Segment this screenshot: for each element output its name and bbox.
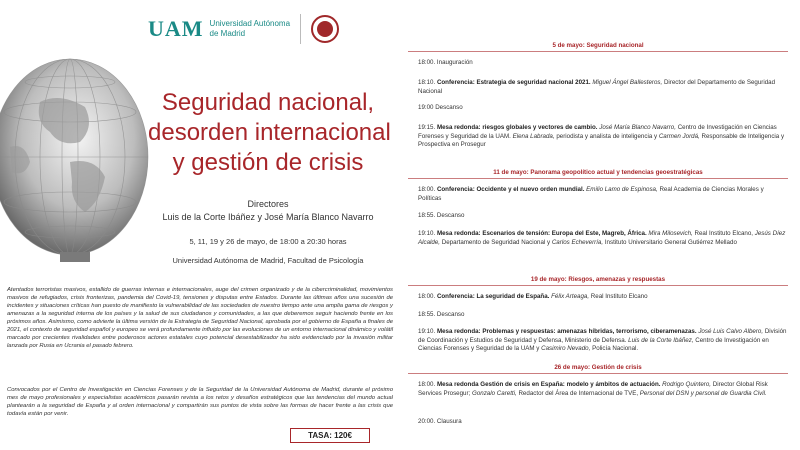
uam-name xyxy=(210,19,291,39)
event-venue: Universidad Autónoma de Madrid, Facultad de Psicología xyxy=(172,256,364,265)
day1-item-2: 18:10. Conferencia: Estrategia de seguridad nacional 2021. Miguel Ángel Ballesteros, Director del Departamento de Seguridad Nacional xyxy=(418,79,776,95)
day2-item-3: 19:10. Mesa redonda: Escenarios de tensión: Europa del Este, Magreb, África. Mira Milosevich, Real Instituto Elcano, Jesús Díez Alcalde, Departamento de Seguridad Nacional y Carlos Echeverría, Instituto Universitario General Gutiérrez Mellado xyxy=(418,230,786,246)
program-column xyxy=(408,0,800,450)
day-heading-4 xyxy=(408,364,788,374)
day4-title: 26 de mayo: Gestión de crisis xyxy=(554,364,642,371)
title-line3: y gestión de crisis xyxy=(172,149,364,176)
institute-seal-icon xyxy=(311,15,339,43)
day2-item-1: 18:00. Conferencia: Occidente y el nuevo orden mundial. Emilio Lamo de Espinosa, Real Academia de Ciencias Morales y Políticas xyxy=(418,186,764,202)
fee-box: TASA: 120€ xyxy=(290,428,370,443)
uam-name-line1: Universidad Autónoma xyxy=(209,19,291,28)
intro-paragraph: Atentados terroristas masivos, estallido de guerras internas e internacionales, auge del crimen organizado y de la cibercriminalidad, movimientos masivos de refugiados, crisis fronterizas, pandemia del Covid-19, tensiones y disputas entre Estados. Durante las últimas años una sucesión de incidentes y situaciones críticas han puesto de manifiesto la vulnerabilidad de las sociedades de nuestro tiempo ante una amplia gama de riesgos y amenazas a la seguridad interna de los países y la salud de sus ciudadanos y comunidades, a las que deberemos seguir haciendo frente en los próximos años. Asimismo, como advierte la última versión de la Estrategia de Seguridad Nacional, aprobada por el gobierno de España a finales de 2021, el contexto de seguridad español y europeo se verá profundamente influido por las evoluciones de un entorno internacional dinámico y volátil marcado por crecientes rivalidades entre poderosos actores estatales cuyo potencial desestabilizador ha sido evidenciado por la invasión militar lanzada por Rusia en Ucrania el pasado febrero. xyxy=(7,287,393,349)
day-heading-3 xyxy=(408,276,788,286)
event-title xyxy=(148,88,391,178)
uam-name-line2: de Madrid xyxy=(209,29,246,38)
day4-rule xyxy=(408,373,788,374)
uam-logo: UAM xyxy=(148,16,204,41)
day1-item-3: 19:00 Descanso xyxy=(418,104,463,111)
directors-names: Luis de la Corte Ibáñez y José María Blanco Navarro xyxy=(162,212,374,222)
day4-item-1: 18:00. Mesa redonda Gestión de crisis en España: modelo y ámbitos de actuación. Rodrigo Quintero, Director Global Risk Services Prosegur; Gonzalo Caretti, Redactor del Área de Internacional de TVE, Personal del DSN y personal de Guardia Civil. xyxy=(418,381,768,397)
event-dates: 5, 11, 19 y 26 de mayo, de 18:00 a 20:30 horas xyxy=(189,237,347,246)
day1-title: 5 de mayo: Seguridad nacional xyxy=(552,42,644,49)
title-line1: Seguridad nacional, xyxy=(161,89,375,116)
day2-item-2: 18:55. Descanso xyxy=(418,212,465,219)
directors-label: Directores xyxy=(247,199,289,209)
day4-item-2: 20:00. Clausura xyxy=(418,418,462,425)
convocation-paragraph: Convocados por el Centro de Investigación en Ciencias Forenses y de la Seguridad de la Universidad Autónoma de Madrid, durante el próximo mes de mayo profesionales y especialistas académicos pasarán revista a los retos y desafíos estratégicos que las tendencias del mundo actual plantearán a la seguridad de España y al orden internacional y compartirán sus puntos de vista sobre las formas de hacer frente a las crisis que todavía están por venir. xyxy=(7,387,393,417)
day3-rule xyxy=(408,285,788,286)
day2-rule xyxy=(408,178,788,179)
title-line2: desorden internacional xyxy=(148,119,391,146)
day-heading-2 xyxy=(408,169,788,179)
day-heading-1 xyxy=(408,42,788,52)
day3-item-2: 18:55. Descanso xyxy=(418,311,465,318)
day3-title: 19 de mayo: Riesgos, amenazas y respuestas xyxy=(530,276,666,283)
day1-rule xyxy=(408,51,788,52)
logo-bar xyxy=(148,12,339,46)
globe-image xyxy=(0,52,160,262)
day3-item-3: 19:10. Mesa redonda: Problemas y respuestas: amenazas híbridas, terrorismo, ciberamenazas. José Luis Calvo Albero, División de Coordinación y Estudios de Seguridad y Defensa, Ministerio de Defensa. Luis de la Corte Ibáñez, Centro de Investigación en Ciencias Forenses y Seguridad de la UAM y Casimiro Nevado, Policía Nacional. xyxy=(418,328,787,352)
logo-divider xyxy=(300,14,301,44)
day1-item-1: 18:00. Inauguración xyxy=(418,59,473,66)
day1-item-4: 19:15. Mesa redonda: riesgos globales y vectores de cambio. José María Blanco Navarro, Centro de Investigación en Ciencias Forenses y Seguridad de la UAM. Elena Labrada, periodista y analista de inteligencia y Carmen Jordá, Responsable de Inteligencia y Prospectiva en Prosegur xyxy=(418,124,785,148)
day2-title: 11 de mayo: Panorama geopolítico actual y tendencias geoestratégicas xyxy=(493,169,703,176)
day3-item-1: 18:00. Conferencia: La seguridad de España. Félix Arteaga, Real Instituto Elcano xyxy=(418,293,648,300)
